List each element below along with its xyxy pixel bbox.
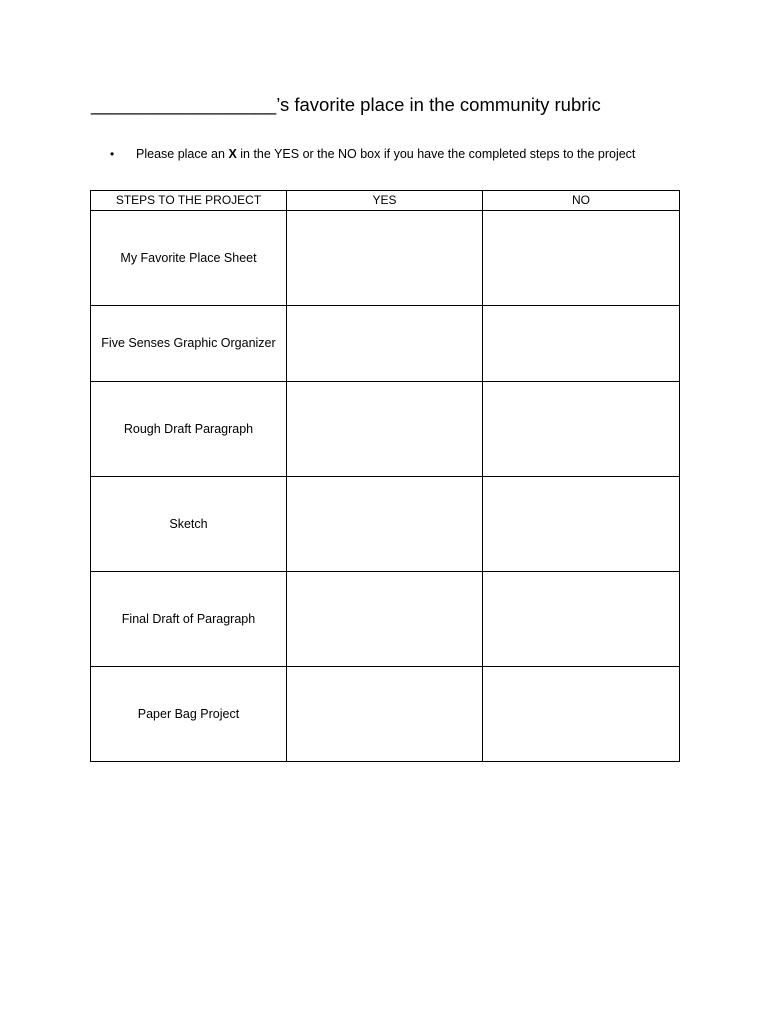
yes-cell[interactable] <box>287 382 483 477</box>
table-row <box>91 382 680 477</box>
step-cell: Sketch <box>91 477 287 572</box>
bullet-icon: • <box>110 147 115 161</box>
instructions-suffix: in the YES or the NO box if you have the completed steps to the project <box>236 147 636 161</box>
no-cell[interactable] <box>483 306 680 382</box>
rubric-table <box>90 190 680 762</box>
step-cell: Paper Bag Project <box>91 667 287 762</box>
step-cell: My Favorite Place Sheet <box>91 211 287 306</box>
header-no: NO <box>483 191 680 211</box>
header-yes: YES <box>287 191 483 211</box>
table-header-row <box>91 191 680 211</box>
yes-cell[interactable] <box>287 572 483 667</box>
table-row <box>91 306 680 382</box>
instructions-prefix: Please place an <box>136 147 229 161</box>
no-cell[interactable] <box>483 572 680 667</box>
no-cell[interactable] <box>483 477 680 572</box>
yes-cell[interactable] <box>287 667 483 762</box>
step-cell: Final Draft of Paragraph <box>91 572 287 667</box>
no-cell[interactable] <box>483 382 680 477</box>
step-cell: Rough Draft Paragraph <box>91 382 287 477</box>
step-cell: Five Senses Graphic Organizer <box>91 306 287 382</box>
no-cell[interactable] <box>483 667 680 762</box>
instructions <box>110 145 670 164</box>
instructions-emphasis: X <box>228 147 237 161</box>
table-row <box>91 477 680 572</box>
table-row <box>91 211 680 306</box>
table-row <box>91 572 680 667</box>
header-steps: STEPS TO THE PROJECT <box>91 191 287 211</box>
instructions-text <box>136 145 670 164</box>
page-title: __________________’s favorite place in the community rubric <box>91 94 601 115</box>
no-cell[interactable] <box>483 211 680 306</box>
yes-cell[interactable] <box>287 306 483 382</box>
yes-cell[interactable] <box>287 211 483 306</box>
yes-cell[interactable] <box>287 477 483 572</box>
table-row <box>91 667 680 762</box>
